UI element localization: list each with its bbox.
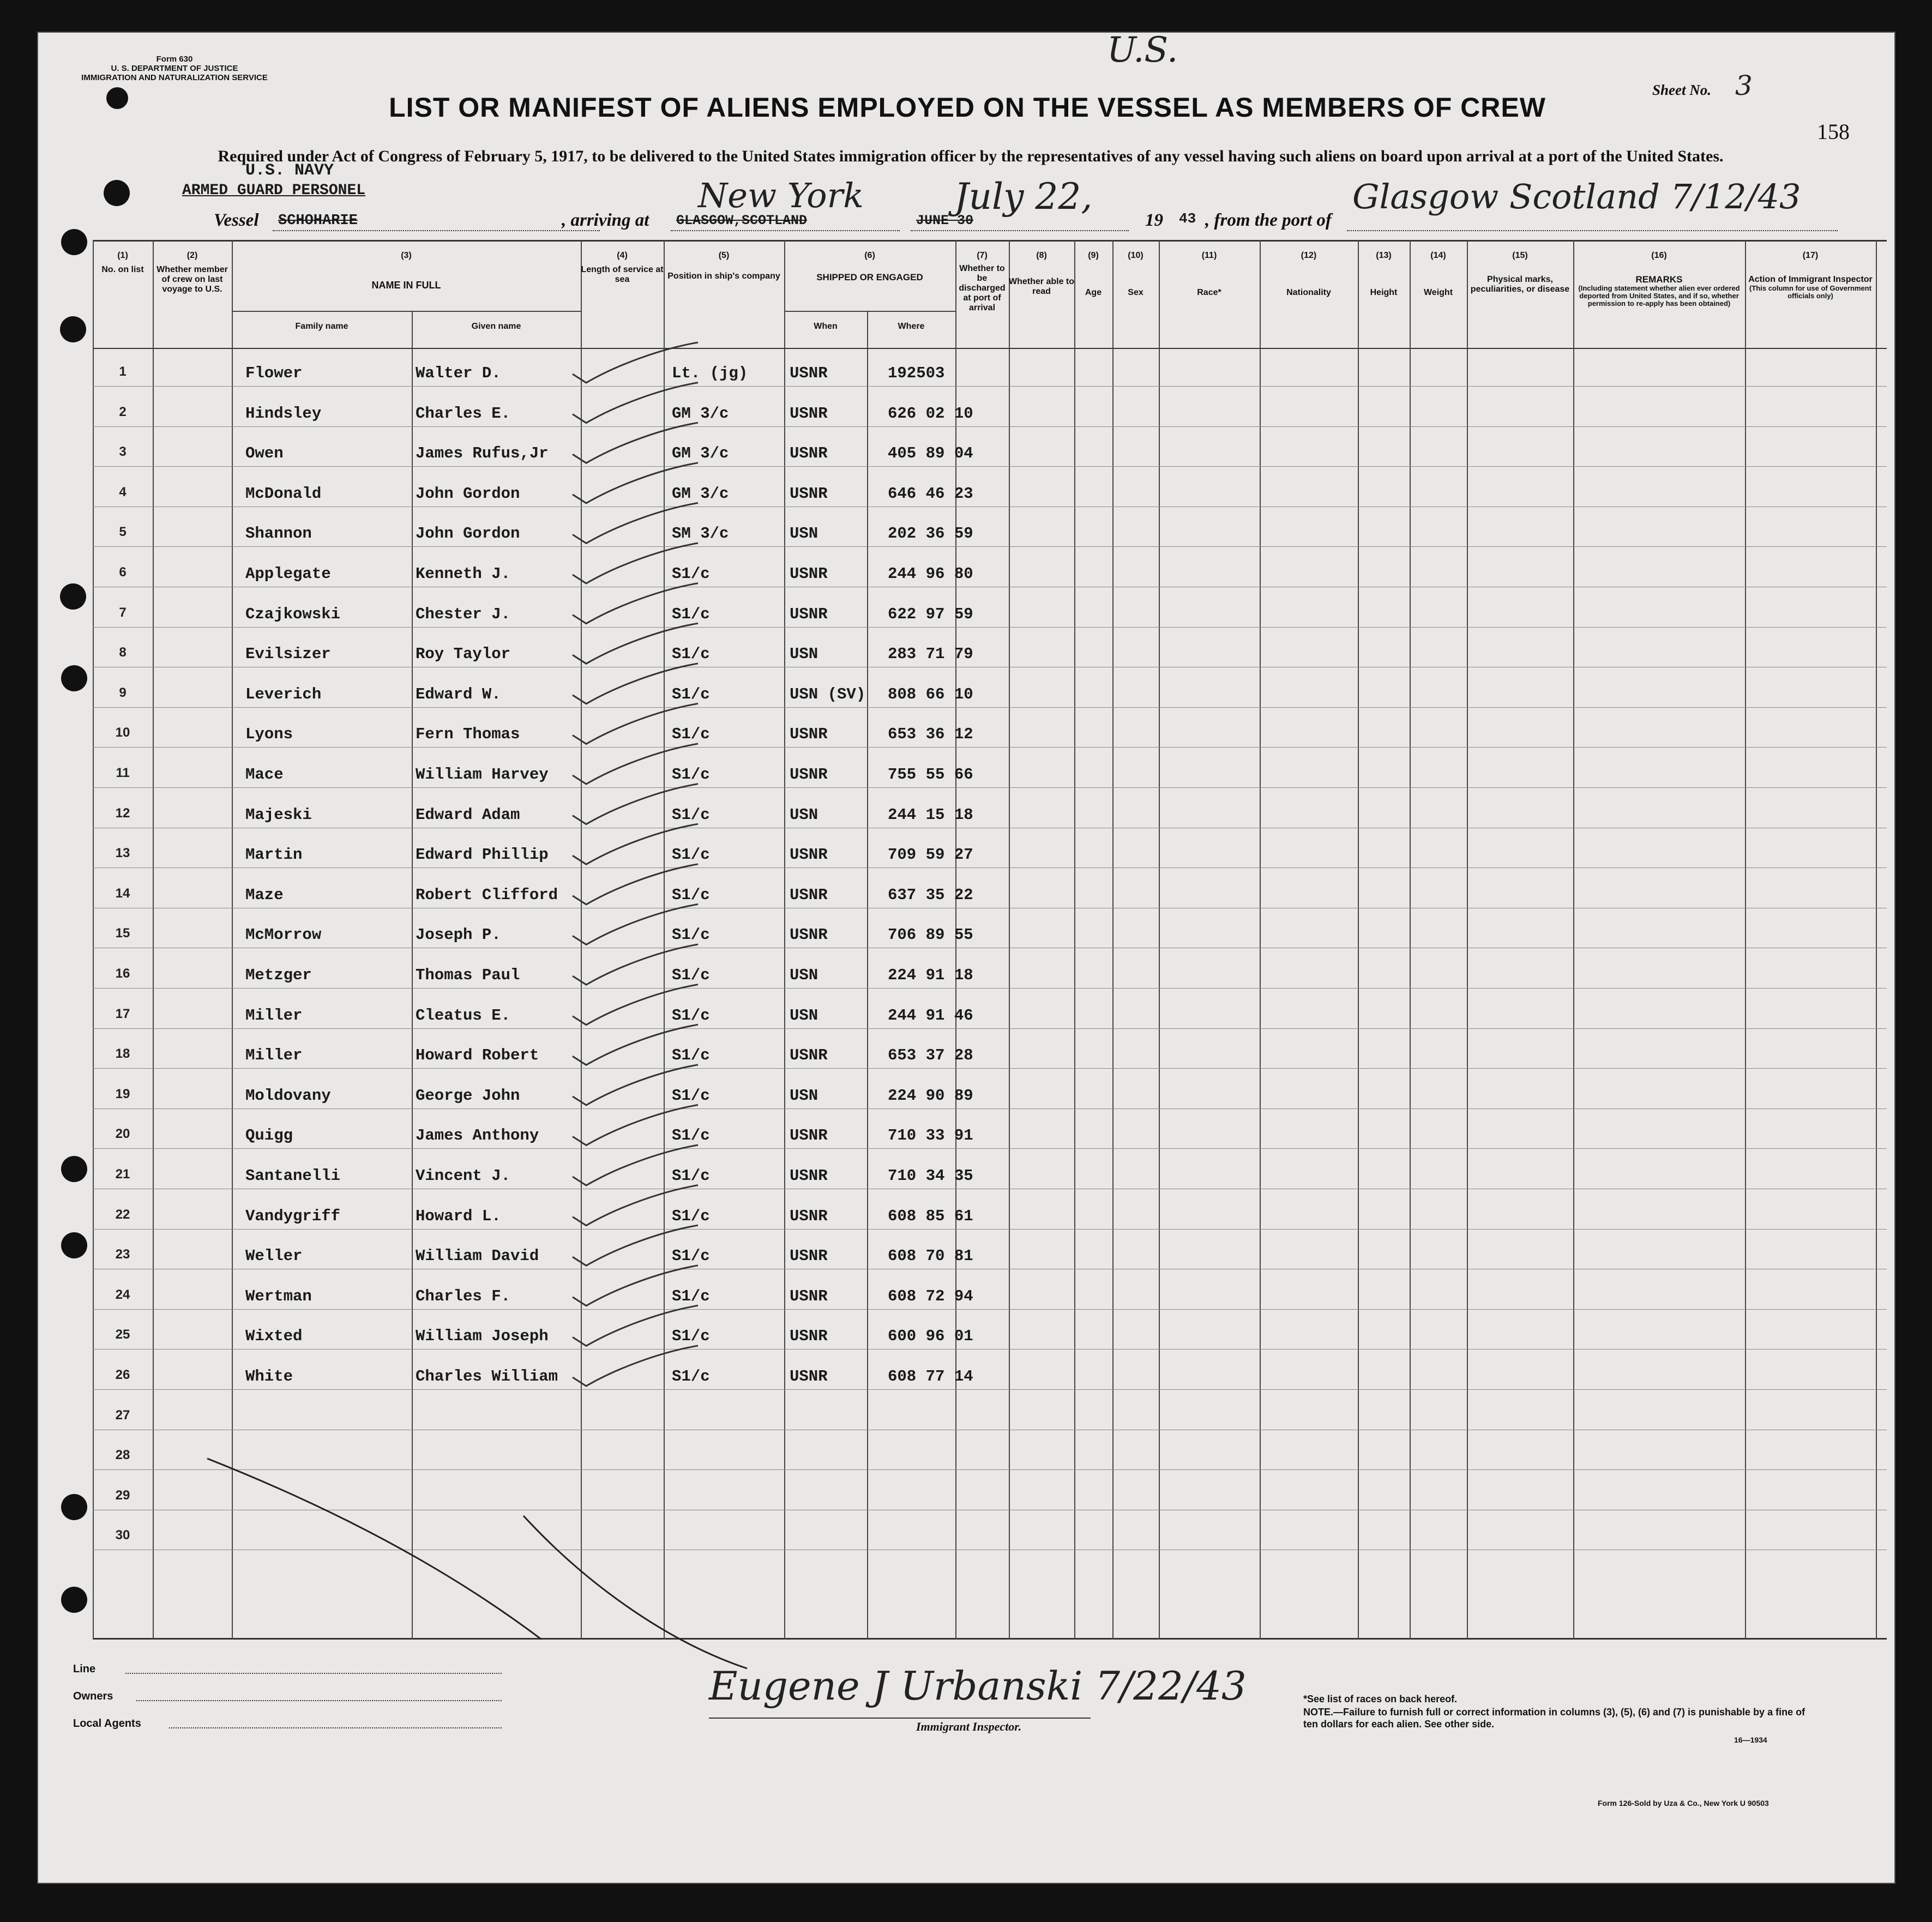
shipped-where: 608 70 81	[888, 1247, 973, 1266]
arriving-typed: GLASGOW,SCOTLAND	[676, 213, 808, 228]
family-name: Wertman	[245, 1287, 312, 1305]
position: GM 3/c	[672, 444, 729, 463]
header-when: When	[814, 322, 838, 331]
check-mark	[573, 864, 698, 905]
shipped-where: 224 90 89	[888, 1086, 973, 1105]
row-number: 30	[115, 1528, 130, 1543]
header-family-name: Family name	[295, 322, 348, 331]
shipped-when: USNR	[790, 1046, 828, 1065]
year-prefix: 19	[1145, 210, 1163, 230]
footer-owners-label: Owners	[73, 1690, 113, 1702]
given-name: Charles William	[416, 1367, 558, 1385]
check-mark	[573, 703, 698, 744]
family-name: Quigg	[245, 1126, 293, 1145]
armed-guard-label: ARMED GUARD PERSONEL	[182, 182, 366, 199]
shipped-when: USNR	[790, 926, 828, 944]
family-name: Miller	[245, 1006, 303, 1025]
check-mark	[573, 543, 698, 583]
given-name: Walter D.	[416, 364, 501, 382]
given-name: Vincent J.	[416, 1167, 511, 1185]
check-mark	[573, 744, 698, 784]
shipped-when: USNR	[790, 1247, 828, 1266]
position: S1/c	[672, 885, 710, 904]
shipped-when: USNR	[790, 725, 828, 744]
check-mark	[573, 463, 698, 503]
header-discharged: (7) Whether to be discharged at port of arrival	[959, 251, 1006, 312]
footer-line-label: Line	[73, 1663, 96, 1675]
header-where: Where	[898, 322, 925, 331]
position: S1/c	[672, 725, 710, 744]
shipped-when: USNR	[790, 484, 828, 503]
check-mark	[573, 503, 698, 543]
form-service: IMMIGRATION AND NATURALIZATION SERVICE	[81, 73, 268, 82]
shipped-when: USNR	[790, 1367, 828, 1385]
shipped-when: USNR	[790, 605, 828, 623]
shipped-where: 224 91 18	[888, 966, 973, 984]
check-mark	[573, 1105, 698, 1145]
shipped-where: 637 35 22	[888, 885, 973, 904]
shipped-where: 405 89 04	[888, 444, 973, 463]
shipped-where: 706 89 55	[888, 926, 973, 944]
row-number: 26	[115, 1367, 130, 1382]
date-handwritten: July 22,	[954, 176, 1093, 218]
race-note: *See list of races on back hereof.	[1303, 1694, 1458, 1704]
shipped-when: USN	[790, 1006, 818, 1025]
family-name: Metzger	[245, 966, 312, 984]
handwritten-us: U.S.	[1107, 32, 1178, 70]
position: S1/c	[672, 605, 710, 623]
shipped-when: USN	[790, 805, 818, 824]
position: S1/c	[672, 645, 710, 664]
header-nationality: (12) Nationality	[1286, 251, 1331, 297]
shipped-when: USN	[790, 966, 818, 984]
shipped-where: 653 37 28	[888, 1046, 973, 1065]
given-name: Charles E.	[416, 404, 511, 423]
family-name: Leverich	[245, 685, 322, 703]
row-number: 18	[115, 1046, 130, 1062]
family-name: Wixted	[245, 1327, 303, 1346]
row-number: 9	[119, 685, 127, 700]
shipped-when: USNR	[790, 1126, 828, 1145]
page-number: 158	[1817, 119, 1850, 144]
sheet-value: 3	[1735, 70, 1753, 101]
required-under-text: Required under Act of Congress of February 5, 1917, to be delivered to the United States immigration officer by the representatives of any vessel having such aliens on board upon arrival at a port of the United States.	[218, 147, 1724, 165]
given-name: Roy Taylor	[416, 645, 511, 664]
shipped-where: 755 55 66	[888, 766, 973, 784]
check-mark	[573, 383, 698, 423]
given-name: William Joseph	[416, 1327, 549, 1346]
position: S1/c	[672, 1327, 710, 1346]
form-number: Form 630	[156, 55, 193, 64]
family-name: Maze	[245, 885, 284, 904]
punch-hole	[60, 316, 86, 342]
position: S1/c	[672, 1006, 710, 1025]
punch-hole	[61, 665, 87, 691]
shipped-where: 244 91 46	[888, 1006, 973, 1025]
row-number: 11	[116, 766, 130, 780]
row-number: 10	[115, 725, 130, 740]
row-number: 19	[115, 1086, 130, 1101]
family-name: Shannon	[245, 525, 312, 543]
row-number: 24	[115, 1287, 130, 1302]
position: S1/c	[672, 1247, 710, 1266]
row-number: 4	[119, 484, 127, 499]
row-number: 15	[115, 926, 130, 941]
family-name: Vandygriff	[245, 1207, 341, 1225]
given-name: Chester J.	[416, 605, 511, 623]
given-name: Charles F.	[416, 1287, 511, 1305]
check-mark	[573, 1065, 698, 1105]
position: S1/c	[672, 846, 710, 864]
footer-agents-label: Local Agents	[73, 1718, 141, 1730]
shipped-when: USN (SV)	[790, 685, 866, 703]
row-number: 28	[115, 1448, 130, 1463]
shipped-where: 244 15 18	[888, 805, 973, 824]
shipped-when: USNR	[790, 565, 828, 583]
check-mark	[573, 1305, 698, 1346]
position: S1/c	[672, 685, 710, 703]
family-name: Czajkowski	[245, 605, 341, 623]
check-mark	[573, 944, 698, 985]
family-name: Hindsley	[245, 404, 322, 423]
family-name: McMorrow	[245, 926, 322, 944]
position: S1/c	[672, 1207, 710, 1225]
inspector-label: Immigrant Inspector.	[916, 1720, 1022, 1733]
position: S1/c	[672, 1167, 710, 1185]
position: Lt. (jg)	[672, 364, 748, 382]
given-name: Cleatus E.	[416, 1006, 511, 1025]
position: S1/c	[672, 1287, 710, 1305]
check-mark	[573, 664, 698, 704]
given-name: Edward Adam	[416, 805, 520, 824]
given-name: James Anthony	[416, 1126, 539, 1145]
check-mark	[573, 583, 698, 624]
position: S1/c	[672, 966, 710, 984]
shipped-when: USNR	[790, 1287, 828, 1305]
header-given-name: Given name	[471, 322, 521, 331]
family-name: Mace	[245, 766, 284, 784]
shipped-where: 608 77 14	[888, 1367, 973, 1385]
position: S1/c	[672, 1086, 710, 1105]
given-name: Robert Clifford	[416, 885, 558, 904]
shipped-when: USNR	[790, 1207, 828, 1225]
crew-table	[93, 240, 1887, 1640]
check-mark	[573, 623, 698, 664]
check-mark	[573, 1145, 698, 1185]
shipped-where: 202 36 59	[888, 525, 973, 543]
header-remarks: (16) REMARKS (Including statement whether alien ever ordered deported from United States, and if so, whether permission to re-apply has been obtained)	[1578, 251, 1740, 308]
family-name: Moldovany	[245, 1086, 331, 1105]
shipped-where: 600 96 01	[888, 1327, 973, 1346]
given-name: Edward W.	[416, 685, 501, 703]
shipped-where: 283 71 79	[888, 645, 973, 664]
header-shipped-engaged: (6) SHIPPED OR ENGAGED	[816, 251, 923, 282]
given-name: George John	[416, 1086, 520, 1105]
position: S1/c	[672, 1046, 710, 1065]
family-name: Martin	[245, 846, 303, 864]
shipped-when: USN	[790, 525, 818, 543]
arriving-handwritten: New York	[698, 176, 864, 215]
form-id-block	[71, 55, 278, 82]
shipped-when: USN	[790, 1086, 818, 1105]
header-position: (5) Position in ship's company	[667, 251, 780, 281]
check-mark	[573, 1266, 698, 1306]
shipped-where: 710 33 91	[888, 1126, 973, 1145]
family-name: Evilsizer	[245, 645, 331, 664]
shipped-where: 709 59 27	[888, 846, 973, 864]
check-marks	[93, 240, 1887, 1640]
family-name: Lyons	[245, 725, 293, 744]
check-mark	[573, 784, 698, 824]
family-name: Flower	[245, 364, 303, 382]
header-weight: (14) Weight	[1423, 251, 1453, 297]
check-mark	[573, 985, 698, 1025]
family-name: Santanelli	[245, 1167, 341, 1185]
shipped-when: USNR	[790, 444, 828, 463]
from-port-handwritten: Glasgow Scotland 7/12/43	[1352, 177, 1801, 216]
given-name: Joseph P.	[416, 926, 501, 944]
row-number: 14	[115, 885, 130, 901]
shipped-when: USN	[790, 645, 818, 664]
check-mark	[573, 423, 698, 463]
sheet-label: Sheet No.	[1652, 82, 1711, 98]
shipped-where: 244 96 80	[888, 565, 973, 583]
position: GM 3/c	[672, 404, 729, 423]
shipped-when: USNR	[790, 766, 828, 784]
check-mark	[573, 1185, 698, 1226]
check-mark	[573, 1025, 698, 1065]
family-name: McDonald	[245, 484, 322, 503]
navy-label: U.S. NAVY	[245, 161, 334, 180]
header-name-in-full: (3) NAME IN FULL	[371, 251, 441, 291]
punch-hole	[104, 180, 130, 206]
shipped-where: 710 34 35	[888, 1167, 973, 1185]
shipped-where: 646 46 23	[888, 484, 973, 503]
punch-hole	[61, 229, 87, 255]
shipped-where: 608 72 94	[888, 1287, 973, 1305]
header-no-on-list: (1) No. on list	[101, 251, 144, 274]
form-code: 16—1934	[1734, 1736, 1767, 1744]
shipped-where: 626 02 10	[888, 404, 973, 423]
punch-hole	[60, 583, 86, 610]
row-number: 1	[119, 364, 127, 379]
check-mark	[573, 1225, 698, 1266]
row-number: 13	[115, 846, 130, 861]
row-number: 8	[119, 645, 127, 660]
manifest-sheet	[37, 32, 1895, 1884]
row-number: 22	[115, 1207, 130, 1222]
shipped-when: USNR	[790, 1167, 828, 1185]
header-able-to-read: (8) Whether able to read	[1009, 251, 1075, 296]
manifest-title: LIST OR MANIFEST OF ALIENS EMPLOYED ON THE VESSEL AS MEMBERS OF CREW	[389, 92, 1546, 123]
shipped-where: 608 85 61	[888, 1207, 973, 1225]
header-age: (9) Age	[1085, 251, 1102, 297]
row-number: 29	[115, 1487, 130, 1503]
row-number: 17	[115, 1006, 130, 1021]
position: S1/c	[672, 1367, 710, 1385]
position: GM 3/c	[672, 484, 729, 503]
given-name: Howard Robert	[416, 1046, 539, 1065]
given-name: Thomas Paul	[416, 966, 520, 984]
shipped-where: 192503	[888, 364, 945, 382]
given-name: Kenneth J.	[416, 565, 511, 583]
punch-hole	[61, 1232, 87, 1258]
given-name: Howard L.	[416, 1207, 501, 1225]
form-dept: U. S. DEPARTMENT OF JUSTICE	[111, 64, 238, 73]
shipped-where: 653 36 12	[888, 725, 973, 744]
row-number: 12	[115, 805, 130, 821]
given-name: John Gordon	[416, 525, 520, 543]
row-number: 7	[119, 605, 127, 620]
shipped-where: 808 66 10	[888, 685, 973, 703]
from-port-label: , from the port of	[1205, 210, 1332, 230]
vessel-name: SCHOHARIE	[278, 213, 358, 229]
arriving-label: , arriving at	[562, 210, 649, 230]
row-number: 25	[115, 1327, 130, 1342]
check-mark	[573, 904, 698, 944]
shipped-when: USNR	[790, 364, 828, 382]
family-name: Owen	[245, 444, 284, 463]
family-name: Miller	[245, 1046, 303, 1065]
given-name: James Rufus,Jr	[416, 444, 549, 463]
shipped-where: 622 97 59	[888, 605, 973, 623]
row-number: 16	[115, 966, 130, 981]
given-name: John Gordon	[416, 484, 520, 503]
family-name: White	[245, 1367, 293, 1385]
check-mark	[573, 342, 698, 383]
family-name: Applegate	[245, 565, 331, 583]
header-length-service: (4) Length of service at sea	[581, 251, 664, 284]
position: SM 3/c	[672, 525, 729, 543]
vessel-label: Vessel	[214, 210, 259, 230]
printer-line: Form 126-Sold by Uza & Co., New York U 90503	[1598, 1799, 1769, 1807]
position: S1/c	[672, 805, 710, 824]
given-name: Fern Thomas	[416, 725, 520, 744]
position: S1/c	[672, 1126, 710, 1145]
shipped-when: USNR	[790, 404, 828, 423]
shipped-when: USNR	[790, 885, 828, 904]
given-name: Edward Phillip	[416, 846, 549, 864]
header-last-voyage: (2) Whether member of crew on last voyage to U.S.	[157, 251, 228, 294]
family-name: Weller	[245, 1247, 303, 1266]
shipped-when: USNR	[790, 1327, 828, 1346]
header-height: (13) Height	[1370, 251, 1398, 297]
position: S1/c	[672, 766, 710, 784]
row-number: 23	[115, 1247, 130, 1262]
header-sex: (10) Sex	[1128, 251, 1143, 297]
family-name: Majeski	[245, 805, 312, 824]
shipped-when: USNR	[790, 846, 828, 864]
row-number: 21	[115, 1167, 130, 1182]
year-suffix: 43	[1179, 210, 1196, 227]
check-mark	[573, 1346, 698, 1386]
header-physical-marks: (15) Physical marks, peculiarities, or disease	[1470, 251, 1570, 294]
header-race: (11) Race*	[1197, 251, 1221, 297]
check-mark	[573, 824, 698, 864]
date-typed: JUNE 30	[916, 213, 974, 228]
row-number: 3	[119, 444, 127, 460]
row-number: 27	[115, 1407, 130, 1423]
failure-note: NOTE.—Failure to furnish full or correct information in columns (3), (5), (6) and (7) is punishable by a fine of ten dollars for each alien. See other side.	[1303, 1707, 1805, 1730]
position: S1/c	[672, 926, 710, 944]
row-number: 6	[119, 565, 127, 580]
position: S1/c	[672, 565, 710, 583]
row-number: 5	[119, 525, 127, 540]
given-name: William David	[416, 1247, 539, 1266]
row-number: 20	[115, 1126, 130, 1142]
given-name: William Harvey	[416, 766, 549, 784]
header-inspector-action: (17) Action of Immigrant Inspector (This column for use of Government officials only)	[1748, 251, 1873, 300]
punch-hole	[61, 1156, 87, 1182]
row-number: 2	[119, 404, 127, 419]
inspector-signature: Eugene J Urbanski 7/22/43	[709, 1663, 1247, 1709]
